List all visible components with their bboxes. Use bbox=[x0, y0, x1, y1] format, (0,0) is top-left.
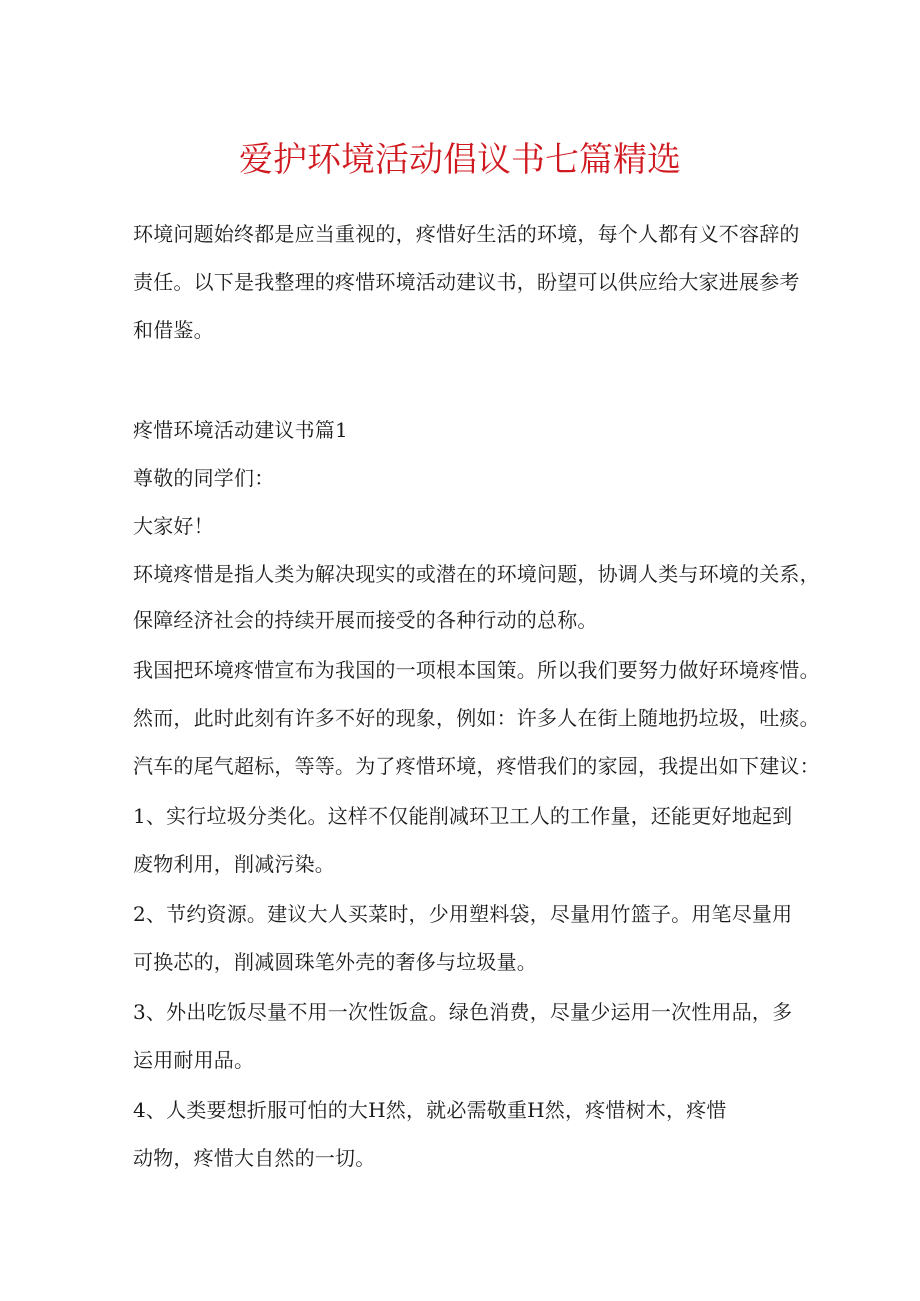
intro-line-2: 责任。以下是我整理的疼惜环境活动建议书，盼望可以供应给大家进展参考 bbox=[133, 270, 800, 294]
document-title: 爱护环境活动倡议书七篇精选 bbox=[239, 140, 681, 180]
body-line-11: 运用耐用品。 bbox=[133, 1048, 255, 1072]
body-line-6: 1、实行垃圾分类化。这样不仅能削减环卫工人的工作量，还能更好地起到 bbox=[133, 804, 793, 828]
body-line-7: 废物利用，削减污染。 bbox=[133, 852, 335, 876]
body-line-10: 3、外出吃饭尽量不用一次性饭盒。绿色消费，尽量少运用一次性用品，多 bbox=[133, 1000, 793, 1024]
body-line-8: 2、节约资源。建议大人买菜时，少用塑料袋，尽量用竹篮子。用笔尽量用 bbox=[133, 902, 793, 926]
body-line-5: 汽车的尾气超标，等等。为了疼惜环境，疼惜我们的家园，我提出如下建议： bbox=[133, 754, 820, 778]
body-line-2: 保障经济社会的持续开展而接受的各种行动的总称。 bbox=[133, 608, 598, 632]
body-line-12: 4、人类要想折服可怕的大H然，就必需敬重H然，疼惜树木，疼惜 bbox=[133, 1098, 727, 1122]
intro-line-3: 和借鉴。 bbox=[133, 318, 214, 342]
body-line-4: 然而，此时此刻有许多不好的现象，例如：许多人在街上随地扔垃圾，吐痰。 bbox=[133, 706, 820, 730]
greeting: 大家好！ bbox=[133, 514, 214, 538]
body-line-1: 环境疼惜是指人类为解决现实的或潜在的环境问题，协调人类与环境的关系， bbox=[133, 562, 820, 586]
body-line-13: 动物，疼惜大自然的一切。 bbox=[133, 1146, 376, 1170]
body-line-3: 我国把环境疼惜宣布为我国的一项根本国策。所以我们要努力做好环境疼惜。 bbox=[133, 658, 820, 682]
intro-line-1: 环境问题始终都是应当重视的，疼惜好生活的环境，每个人都有义不容辞的 bbox=[133, 222, 800, 246]
section-heading: 疼惜环境活动建议书篇1 bbox=[133, 418, 348, 442]
salutation: 尊敬的同学们： bbox=[133, 466, 275, 490]
body-line-9: 可换芯的，削减圆珠笔外壳的奢侈与垃圾量。 bbox=[133, 950, 537, 974]
